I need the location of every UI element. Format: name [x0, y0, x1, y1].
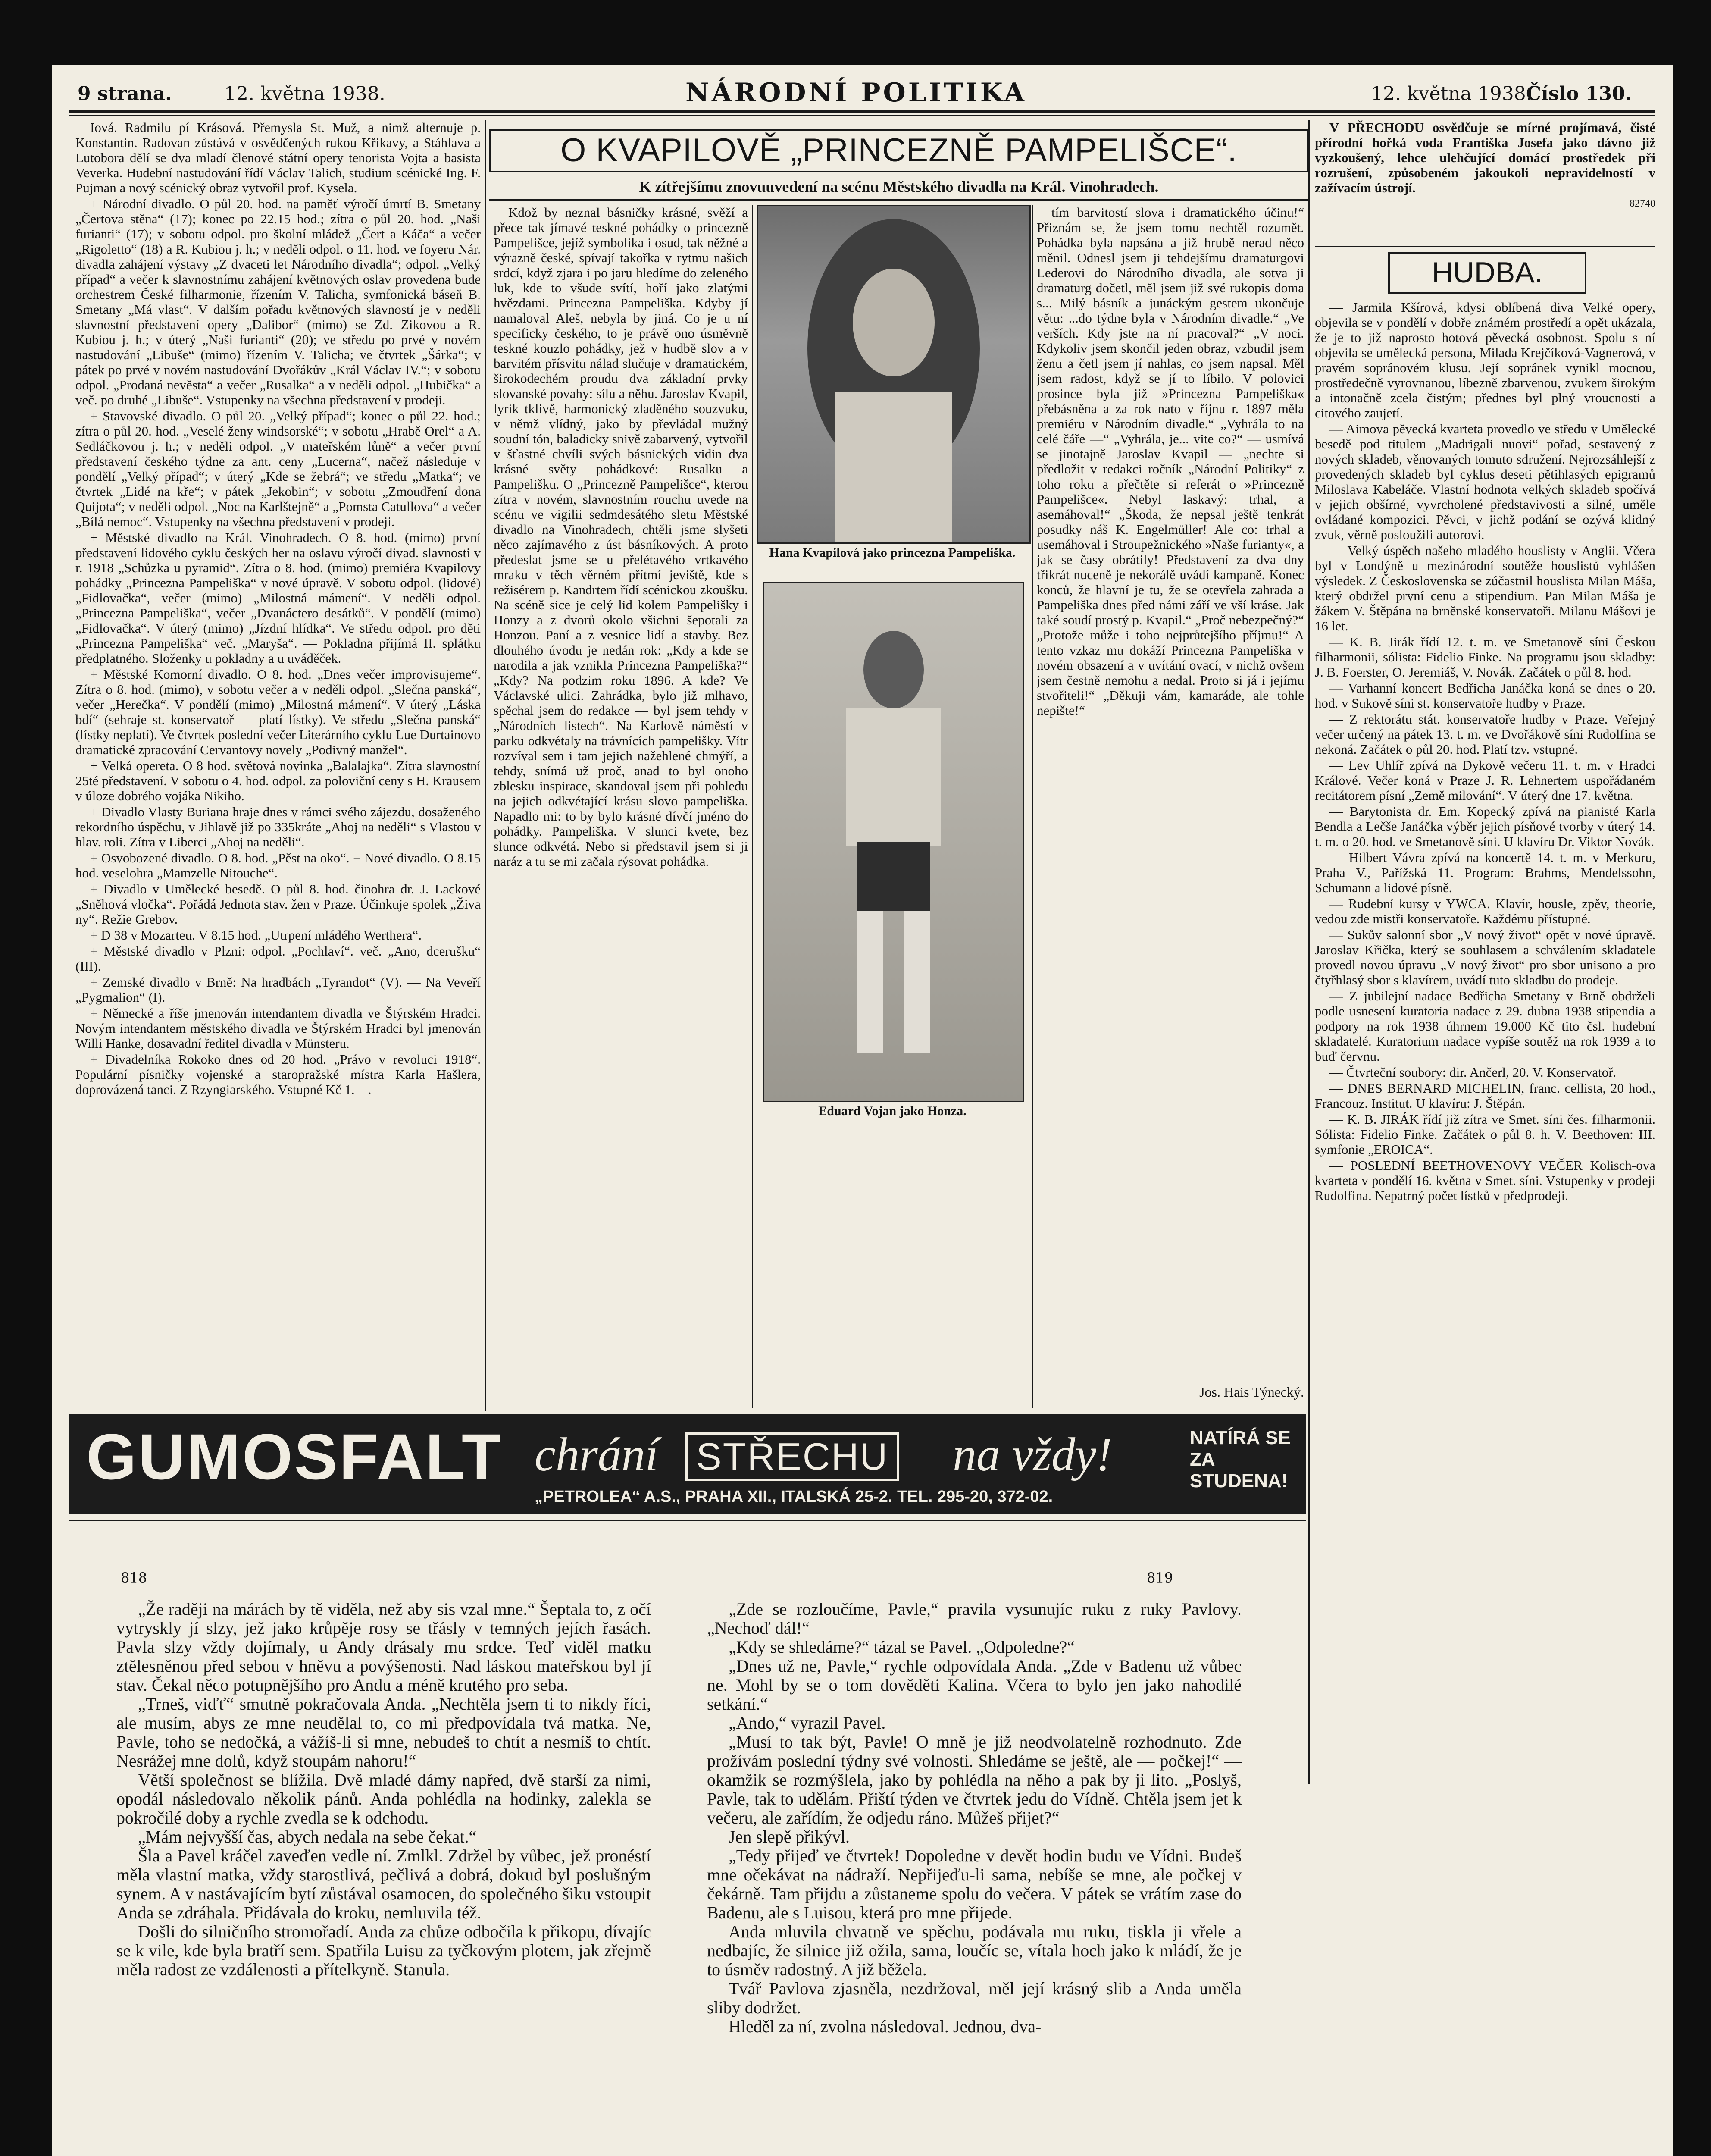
article-subtitle: K zítřejšímu znovuuvedení na scénu Městského divadla na Král. Vinohradech. — [639, 178, 1159, 195]
hudba-text: — Jarmila Kšírová, kdysi oblíbená diva Velké opery, objevila se v pondělí v dobře známém prostředí a opět ukázala, že je to již naprosto hotová pěvecká osobnost. Spolu s ní objevila se umělecká persona, Milada Krejčíková-Vagnerová, v pravém sopránovém klusu. Její sopránek vynikl mocnou, prostředečně vyrovnanou, líbezně zbarvenou, zvukem širokým a intonačně zcela čistým; přednes byl plný vroucnosti a citového zaujetí. — [1315, 300, 1655, 420]
novel-page-right: 819 — [1147, 1570, 1173, 1586]
portrait-image — [758, 206, 1029, 542]
hudba-column — [1315, 300, 1655, 2156]
article-text: Kdož by neznal básničky krásné, svěží a přece tak jímavé teskné pohádky o princezně Pampelišce, jejíž symbolika i osud, tak něžné a výrazně české, spívají takořka v rytmu našich srdcí, když zjara i po jaru hledíme do zeleného luk, kde to všude svítí, hoří jako zlatými hvězdami. Princezna Pampeliška. Kdyby jí namaloval Aleš, nebyla by jiná. Co je u ní specificky českého, to je právě ono úsměvně teskné kouzlo pohádky, jež v hudbě slov a v barvitém přísvitu nálad slučuje v dramatickém, širokodechém proudu dva základní prvky slovanské povahy: sílu a něhu. Jaroslav Kvapil, lyrik tklivě, harmonický zladěného souzvuku, v němž vlídný, jako by převládal mužný soudní tón, baladicky snivě zabarvený, vytvořil v šťastné chvíli svých básnických vidin dva krásné světy pohádkové: Rusalku a Pampelišku. O „Princezně Pampelišce“, kterou zítra v novém, slavnostním rouchu uvede na scénu ve vigilii sedmdesátého sletu Městské divadlo na Vinohradech, chtěli jsme slyšeti něco zajímavého z úst básníkových. A proto předeslat jsme se u přelétavého vrtkavého mraku v těch věrném přítmí jeviště, kde s režisérem p. Kandrtem řídí scénickou zkoušku. Na scéně sice je celý lid kolem Pampelišky i Honzy a z dvorů okolo všichni šepotali za Honzou. Paní a z vesnice lidí a stavby. Bez dlouhého úvodu je nedán rok: „Kdy a kde se narodila a jak vznikla Princezna Pampeliška?“ „Kdy? Na podzim roku 1896. A kde? Ve Václavské ulici. Zahrádka, bylo již mlhavo, spěchal jsem do redakce — byl jsem tehdy v „Národních listech“. Na Karlově náměstí v parku odkvétaly na trávnících pampelišky. Vítr rozvíval sem i tam jejich nažehlené chmýří, a tehdy, snímá už proč, anad to byl onoho zblesku inspirace, skandoval jsem při pohledu na jejich odkvétající krásu slovo pampeliška. Napadlo mi: to by bylo krásné dívčí jméno do pohádky. Pampeliška. V slunci kvete, bez slunce odkvétá. Nebo si představil jsem si ji naráz a tu se mi začala rýsovat pohádka. — [494, 205, 748, 869]
article-column-1 — [494, 205, 748, 1408]
novel-paragraph: „Že raději na márách by tě viděla, než aby sis vzal mne.“ Šeptala to, z očí vytryskly jí slzy, jež jako krůpěje rosy se třásly v temných jejích řasách. Pavla slzy vždy dojímaly, u Andy drásaly mu srdce. Teď viděl matku ztělesněnou před sebou v hněvu a povýšenosti. Nad láskou mateřskou byl jí stav. Čekal něco potupnějšího pro Andu a méně krutého pro seba. — [116, 1600, 651, 1695]
novel-paragraph: „Dnes už ne, Pavle,“ rychle odpovídala Anda. „Zde v Badenu už vůbec ne. Mohl by se o tom dověděti Kalina. Včera to bylo jen jako nahodilé setkání.“ — [707, 1656, 1242, 1714]
theatre-text: + Městské Komorní divadlo. O 8. hod. „Dnes večer improvisujeme“. Zítra o 8. hod. (mimo), v sobotu večer a v neděli odpol. „Slečna panská“, večer „Herečka“. V pondělí (mimo) „Milostná mámení“. V úterý „Láska bdí“ (sehraje st. konservatoř — platí lístky). Ve středu „Slečna panská“ (lístky neplatí). Ve čtvrtek poslední večer Literárního cyklu Lue Durtainovo dramatické zpracování Cervantovy novely „Podivný manžel“. — [75, 667, 481, 757]
gumosfalt-ad — [69, 1414, 1306, 1514]
novel-paragraph: Šla a Pavel kráčel zaveďen vedle ní. Zmlkl. Zdržel by vůbec, jež pronéstí měla vlastní matka, vždy starostlivá, pečlivá a dobrá, dokud byl poslušným synem. A v nastávajícím bytí zůstával osamocen, do společného šiku vstoupit Anda se zdráhala. Přidávala do kroku, nemluvila též. — [116, 1846, 651, 1922]
theatre-column — [75, 120, 481, 1409]
newspaper-page — [52, 65, 1673, 2156]
hudba-text: — Velký úspěch našeho mladého houslisty v Anglii. Včera byl v Londýně u mezinárodní soutěže houslistů vyhlášen výsledek. Z Československa se zúčastnil houslista Milan Máša, který obdržel první cenu a stipendium. Pan Milan Máša je žákem V. Štěpána na brněnské konservatoři. Milanu Mášovi je 16 let. — [1315, 543, 1655, 633]
novel-paragraph: „Mám nejvyšší čas, abych nedala na sebe čekat.“ — [138, 1827, 477, 1846]
portrait-image — [764, 583, 1023, 1101]
novel-paragraph: „Zde se rozloučíme, Pavle,“ pravila vysunujíc ruku z ruky Pavlovy. „Nechoď dál!“ — [707, 1600, 1242, 1638]
novel-paragraph: Hleděl za ní, zvolna následoval. Jednou, dva- — [729, 2017, 1042, 2036]
hudba-text: — K. B. JIRÁK řídí již zítra ve Smet. síni čes. filharmonii. Sólista: Fidelio Finke. Začátek o půl 8. h. V. Beethoven: III. symfonie „EROICA“. — [1315, 1112, 1655, 1157]
theatre-text: + Divadlo Vlasty Buriana hraje dnes v rámci svého zájezdu, dosaženého rekordního úspěchu, v Jihlavě již po 335kráte „Ahoj na neděli“ s Vlastou v hlav. roli. Zítra v Liberci „Ahoj na neděli“. — [75, 804, 481, 849]
ad-box: STŘECHU — [685, 1432, 899, 1481]
photo2-caption: Eduard Vojan jako Honza. — [818, 1104, 967, 1118]
article-title: O KVAPILOVĚ „PRINCEZNĚ PAMPELIŠCE“. — [560, 132, 1237, 169]
hudba-text: — Z jubilejní nadace Bedřicha Smetany v Brně obdrželi podle usnesení kuratoria nadace z 29. dubna 1938 stipendia a podpory na rok 1938 úhrnem 19.000 Kč tito čsl. hudební skladatelé. Kuratorium nadace vypíše soutěž na rok 1939 a to buď červnu. — [1315, 988, 1655, 1064]
ad-footer: „PETROLEA“ A.S., PRAHA XII., ITALSKÁ 25-2. TEL. 295-20, 372-02. — [535, 1488, 1053, 1506]
hudba-text: — Sukův salonní sbor „V nový život“ opět v nové úpravě. Jaroslav Křička, který se souhlasem a schválením skladatele provedl novou úpravu „V nový život“ pro sbor unisono a pro čtyřhlasý sbor s klavírem, uvádí tuto skladbu do prodeje. — [1315, 927, 1655, 987]
theatre-text: + Stavovské divadlo. O půl 20. „Velký případ“; konec o půl 22. hod.; zítra o půl 20. hod. „Veselé ženy windsorské“; v sobotu „Hrabě Orel“ a A. Sedláčkovou j. h.; v neděli odpol. „V mateřském lůně“ a večer první představení českého týdne za ant. ceny „Lucerna“, načež následuje v pondělí „Velký případ“; v úterý „Kde se žebrá“; ve středu „Matka“; ve čtvrtek „Lidé na kře“; v pátek „Jekobin“; v sobotu „Zmoudření dona Quijota“; v neděli odpol. „Noc na Karlštejně“ a „Pomsta Catullova“ a večer „Bílá nemoc“. Vstupenky na všechna představení v prodeji. — [75, 408, 481, 529]
article-text: tím barvitostí slova i dramatického účinu!“ Přiznám se, že jsem tomu nechtěl rozumět. Pohádka byla napsána a již hrubě nerad něco měnil. Odnesl jsem ji tehdejšímu dramaturgovi Lederovi do Národního divadla, ale sotva ji dramaturg dočetl, měl jsem již své rukopis doma s... Milý básník a junáckým gestem ukončuje větu: ...do týdne byla v Národním divadle.“ „Ve verších. Kdy jste na ní pracoval?“ „V noci. Kdykoliv jsem skončil jeden obraz, vzbudil jsem ženu a četl jsem jí nahlas, co jsem napsal. Měl jsem radost, když se jí to líbilo. V polovici prosince byla již »Princezna Pampeliška« přebásněna a za rok nato v říjnu r. 1897 měla premiéru v Národním divadle.“ „Vyhrála to na celé čáře —“ „Vyhrála, je... vite co?“ — usmívá se jinotajně Jaroslav Kvapil — „nechte si předložit v redakci ročník „Národní Politiky“ z toho roku a přečtěte si referát o »Princezně Pampelišce«. Nebyl laskavý: trhal, a asemáhoval!“ „Škoda, že nepsal ještě tenkrát posudky náš K. Engelmüller! Ale co: trhal a usemáhoval i Stroupežnického »Naše furianty«, a jak se časy obrátily! Představení za dva dny třikrát nuceně je nekorálě uvádí kampaně. Konec konců, že hlavní je tu, že se otevřela zahrada a Pampeliška dnes před námi září ve vší kráse. Jak také soudí prostý p. Kvapil.“ „Proč nebezpečný?“ „Protože může i toho nejprůtejšího příjmu!“ A tento vzkaz mu dokáží Princezna Pampeliška v novém obsazení a v uvítání ovací, v nichž ovšem jsem čestně nemohu a nedal. Proto si já i jejímu stvořiteli!“ „Děkuji vám, kamaráde, ale tohle nepište!“ — [1037, 205, 1304, 718]
hudba-text: — POSLEDNÍ BEETHOVENOVY VEČER Kolisch-ova kvarteta v pondělí 16. května v Smet. síni. Vstupenky v prodeji Rudolfina. Nepatrný počet lístků v předprodeji. — [1315, 1158, 1655, 1203]
theatre-text: + Zemské divadlo v Brně: Na hradbách „Tyrandot“ (V). — Na Veveří „Pygmalion“ (I). — [75, 975, 481, 1005]
theatre-text: + D 38 v Mozarteu. V 8.15 hod. „Utrpení mládého Werthera“. — [90, 928, 422, 943]
hudba-text: — Z rektorátu stát. konservatoře hudby v Praze. Veřejný večer určený na pátek 13. t. m. ve Dvořákově síni Rudolfina se nekoná. Začátek o půl 20. hod. Platí tzv. vstupné. — [1315, 711, 1655, 757]
ad-code: 82740 — [1630, 198, 1655, 209]
page-number: 9 strana. — [78, 83, 172, 105]
hudba-text: — Aimova pěvecká kvarteta provedlo ve středu v Umělecké besedě pod titulem „Madrigali nuovi“ pořad, sestavený z nových skladeb, věnovaných tomuto sdružení. Nejrozsáhlejší z provedených skladeb byl cyklus deseti pětihlasých epigramů Miloslava Kabeláče. Vlastní hodnota velkých skladeb spočívá v jejich obšírné, vyvrcholené představivosti a silné, uměle ovládané kompozici. Pěvci, v jichž podání se ozývá klidný zvuk, věrně posloužili autorovi. — [1315, 421, 1655, 542]
hudba-text: — Čtvrteční soubory: dir. Ančerl, 20. V. Konservatoř. — [1329, 1065, 1617, 1080]
novel-paragraph: Anda mluvila chvatně ve spěchu, podávala mu ruku, tiskla ji vřele a nedbajíc, že silnice již ožila, sama, loučíc se, vítala hoch jako k mládí, že je to úsměv radostný. A již běžela. — [707, 1922, 1242, 1979]
masthead: NÁRODNÍ POLITIKA — [685, 78, 1027, 108]
novel-paragraph: Tvář Pavlova zjasněla, nezdržoval, měl její krásný slib a Anda uměla sliby dodržet. — [707, 1979, 1242, 2017]
article-column-2 — [1037, 205, 1304, 1369]
hudba-text: — Hilbert Vávra zpívá na koncertě 14. t. m. v Merkuru, Praha V., Pařížská 11. Program: Brahms, Mendelssohn, Schumann a lidové písně. — [1315, 850, 1655, 895]
ad-notice-text: V PŘECHODU osvědčuje se mírné projímavá, čisté přírodní hořká voda Františka Josefa jako dávno již vyzkoušený, lehce ulehčující domácí prostředek při rozrušení, způsobeném jakoukoli nepravidelností v zažívacím ústrojí. — [1315, 120, 1655, 195]
ad-slogan: chrání — [535, 1428, 659, 1481]
hudba-heading: HUDBA. — [1388, 252, 1586, 294]
ad-notice — [1315, 120, 1655, 211]
header-date-left: 12. května 1938. — [224, 83, 385, 105]
theatre-text: + Městské divadlo v Plzni: odpol. „Pochlaví“. več. „Ano, dcerušku“ (III). — [75, 943, 481, 974]
hudba-text: — DNES BERNARD MICHELIN, franc. cellista, 20 hod., Francouz. Institut. U klavíru: J. Štěpán. — [1315, 1081, 1655, 1111]
novel-paragraph: Větší společnost se blížila. Dvě mladé dámy napřed, dvě starší za nimi, opodál následovalo několik pánů. Anda pohlédla na hodinky, zalekla se pokročilé doby a rychle zvedla se k odchodu. — [116, 1770, 651, 1827]
ad-right: NATÍRÁ SE ZA STUDENA! — [1190, 1427, 1291, 1492]
photo1-caption: Hana Kvapilová jako princezna Pampeliška. — [769, 545, 1016, 560]
theatre-text: + Velká opereta. O 8 hod. světová novinka „Balalajka“. Zítra slavnostní 25té představení. V sobotu o 4. hod. odpol. za poloviční ceny s H. Krausem v úloze dobrého vojáka Nikiho. — [75, 758, 481, 803]
theatre-text: + Osvobozené divadlo. O 8. hod. „Pěst na oko“. + Nové divadlo. O 8.15 hod. veselohra „Mamzelle Nitouche“. — [75, 850, 481, 881]
hudba-text: — K. B. Jirák řídí 12. t. m. ve Smetanově síni Českou filharmonii, sólista: Fidelio Finke. Na programu jsou skladby: J. B. Foerster, O. Jeremiáš, V. Novák. Začátek o půl 8. hod. — [1315, 634, 1655, 680]
hudba-text: — Lev Uhlíř zpívá na Dykově večeru 11. t. m. v Hradci Králové. Večer koná v Praze J. R. Lehnertem uspořádaném recitátorem písní „Země milování“. V úterý dne 17. května. — [1315, 758, 1655, 803]
article-signature: Jos. Hais Týnecký. — [1199, 1384, 1304, 1400]
photo-hana-kvapilova — [757, 205, 1031, 544]
novel-paragraph: Došli do silničního stromořadí. Anda za chůze odbočila k přikopu, dívajíc se k vile, kde byla bratří sem. Spatřila Luisu za tyčkovým plotem, jak zřejmě měla radost ze vzdálenosti a přítelkyně. Stanula. — [116, 1922, 651, 1979]
theatre-text: + Městské divadlo na Král. Vinohradech. O 8. hod. (mimo) první představení lidového cyklu českých her na oslavu výročí divad. slavnosti v r. 1918 „Schůzka u pyramid“. Zítra o 8. hod. (mimo) premiéra Kvapilovy pohádky „Princezna Pampeliška“ v nové úpravě. V sobotu odpol. (lidové) „Fidlovačka“, večer (mimo) „Milostná mámení“. V neděli odpol. „Princezna Pampeliška“, večer „Dvanáctero desátků“. V pondělí (mimo) „Fidlovačka“. V úterý (mimo) „Jízdní hlídka“. Ve středu odpol. pro děti „Princezna Pampeliška“ več. „Maryša“. — Pokladna přijímá II. splátku předplatného. Složenky u pokladny a u uváděček. — [75, 530, 481, 666]
ad-slogan-2: na vždy! — [953, 1428, 1112, 1481]
theatre-text: + Divadlo v Umělecké besedě. O půl 8. hod. činohra dr. J. Lackové „Sněhová vločka“. Pořádá Jednota stav. žen v Praze. Účinkuje spolek „Živa ny“. Režie Grebov. — [75, 881, 481, 927]
novel-paragraph: „Tedy přijeď ve čtvrtek! Dopoledne v devět hodin budu ve Vídni. Budeš mne očekávat na nádraží. Nepřijeďu-li sama, nebíše se mne, ale počkej v čekárně. Tam přijdu a zůstaneme spolu do večera. V pátek se vrátím zase do Badenu, ale s Luisou, která pro mne přijede. — [707, 1846, 1242, 1922]
novel-paragraph: „Ando,“ vyrazil Pavel. — [729, 1713, 886, 1733]
theatre-text: + Divadelníka Rokoko dnes od 20 hod. „Právo v revoluci 1918“. Populární písničky vojenské a staropražské místra Karla Hašlera, doprovázená tanci. Z Rzyngiarského. Vstupné Kč 1.—. — [75, 1052, 481, 1097]
novel-right-column — [707, 1600, 1242, 2156]
theatre-text: + Německé a říše jmenován intendantem divadla ve Štýrském Hradci. Novým intendantem městského divadla ve Štýrském Hradci byl jmenován Willi Hanke, dosavadní ředitel divadla v Münsteru. — [75, 1006, 481, 1051]
ad-brand: GUMOSFALT — [86, 1420, 503, 1493]
novel-paragraph: „Musí to tak být, Pavle! O mně je již neodvolatelně rozhodnuto. Zde prožívám poslední týdny své volnosti. Shledáme se ještě, ale — počkej!“ — okamžik se rozmýšlela, jako by pohlédla na něho a pak by ji lito. „Poslyš, Pavle, tak to udělám. Přiští týden ve čtvrtek jedu do Vídně. Chtěla jsem jet k večeru, ale zařídím, že odjedu ráno. Můžeš přijet?“ — [707, 1732, 1242, 1827]
hudba-text: — Barytonista dr. Em. Kopecký zpívá na pianisté Karla Bendla a Lečše Janáčka výběr jejich písňové tvorby v úterý 14. t. m. o 20. hod. ve Smetanově síni. U klavíru Dr. Viktor Novák. — [1315, 804, 1655, 849]
article-title-box — [489, 129, 1308, 172]
theatre-text: Iová. Radmilu pí Krásová. Přemysla St. Muž, a nimž alternuje p. Konstantin. Radovan zůstává v osvědčených rukou Křikavy, a Stáhlava a Lutobora dělí se dva mladí členové státní opery tenorista Vojta a basista Veverka. Hudební nastudování řídí Václav Talich, studium scénické Ing. F. Pujman a nový scénický obraz vytvořil prof. Kysela. — [75, 120, 481, 195]
header-date-right: 12. května 1938. — [1371, 83, 1532, 105]
issue-number: Číslo 130. — [1526, 83, 1632, 105]
hudba-text: — Varhanní koncert Bedřicha Janáčka koná se dnes o 20. hod. v Sukově síni st. konservatoře hudby v Praze. — [1315, 680, 1655, 711]
theatre-text: + Národní divadlo. O půl 20. hod. na paměť výročí úmrtí B. Smetany „Čertova stěna“ (17); konec po 22.15 hod.; zítra o půl 20. hod. „Naši furianti“ (17); v sobotu odpol. pro školní mládež „Čert a Káča“ a večer „Rigoletto“ (18) a R. Kubiou j. h.; v neděli odpol. o 11. hod. ve foyeru Nár. divadla zahájení výstavy „Z dvaceti let Národního divadla“; odpol. „Velký případ“ a večer k slavnostnímu zahájení květnových oslav provedena bude orchestrem České filharmonie, řízením V. Talicha, symfonická báseň B. Smetany „Má vlast“. V dalším pořadu květnových slavností je v neděli slavnostní představení opery „Dalibor“ (mimo) se Zd. Zikovou a R. Kubiou j. h.; v úterý „Naši furianti“ (20); ve středu po prvé v novém nastudování „Libuše“ (mimo) řízením V. Talicha; ve čtvrtek „Šárka“; v pátek po prvé v novém nastudování Dvořákův „Král Václav IV.“; v sobotu odpol. „Prodaná nevěsta“ a večer „Rusalka“ a v neděli odpol. „Hubička“ a več. po druhé „Libuše“. Vstupenky na všechna představení v prodeji. — [75, 196, 481, 407]
novel-paragraph: Jen slepě přikývl. — [729, 1827, 850, 1846]
novel-left-column — [116, 1600, 651, 2156]
novel-paragraph: „Trneš, viďť“ smutně pokračovala Anda. „Nechtěla jsem ti to nikdy říci, ale musím, abys ze mne neudělal to, co mi předpovídala tvá matka. Ne, Pavle, toho se nedočká, a vážíš-li si mne, nebudeš to chtít a nesmíš to chtít. Nesrážej mne dolů, když stoupám nahoru!“ — [116, 1694, 651, 1771]
novel-paragraph: „Kdy se shledáme?“ tázal se Pavel. „Odpoledne?“ — [729, 1637, 1075, 1657]
photo-eduard-vojan — [763, 582, 1024, 1102]
novel-page-left: 818 — [121, 1570, 147, 1586]
hudba-text: — Rudební kursy v YWCA. Klavír, housle, zpěv, theorie, vedou zde mistři konservatoře. Každému přístupné. — [1315, 896, 1655, 926]
